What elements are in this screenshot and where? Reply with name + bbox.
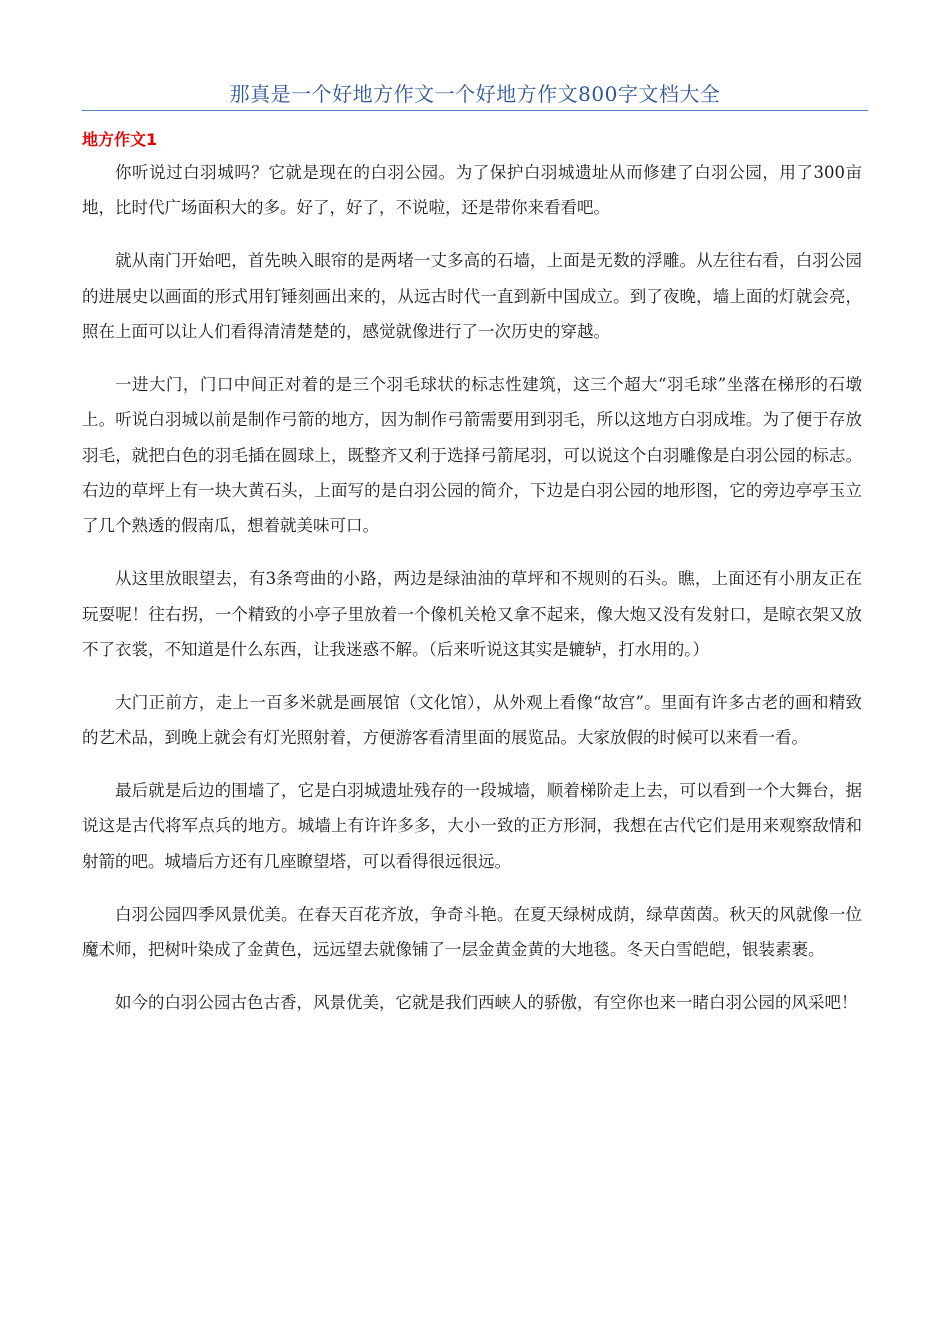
paragraph-5: 大门正前方，走上一百多米就是画展馆（文化馆），从外观上看像“故宫”。里面有许多古老的画和精致的艺术品，到晚上就会有灯光照射着，方便游客看清里面的展览品。大家放假的时候可以来看一看。 [82, 692, 862, 748]
section-heading: 地方作文1 [82, 130, 158, 149]
paragraph-6: 最后就是后边的围墙了，它是白羽城遗址残存的一段城墙，顺着梯阶走上去，可以看到一个大舞台，据说这是古代将军点兵的地方。城墙上有许许多多，大小一致的正方形洞，我想在古代它们是用来观察敌情和射箭的吧。城墙后方还有几座瞭望塔，可以看得很远很远。 [82, 781, 862, 871]
paragraph-4: 从这里放眼望去，有3条弯曲的小路，两边是绿油油的草坪和不规则的石头。瞧，上面还有小朋友正在玩耍呢！往右拐，一个精致的小亭子里放着一个像机关枪又拿不起来，像大炮又没有发射口，是晾衣架又放不了衣裳，不知道是什么东西，让我迷惑不解。（后来听说这其实是辘轳，打水用的。） [82, 569, 862, 660]
title-divider [82, 110, 868, 111]
document-title: 那真是一个好地方作文一个好地方作文800字文档大全 [229, 82, 721, 106]
paragraph-3: 一进大门，门口中间正对着的是三个羽毛球状的标志性建筑，这三个超大“羽毛球”坐落在梯形的石墩上。听说白羽城以前是制作弓箭的地方，因为制作弓箭需要用到羽毛，所以这地方白羽成堆。为了便于存放羽毛，就把白色的羽毛插在圆球上，既整齐又利于选择弓箭尾羽，可以说这个白羽雕像是白羽公园的标志。右边的草坪上有一块大黄石头，上面写的是白羽公园的简介，下边是白羽公园的地形图，它的旁边亭亭玉立了几个熟透的假南瓜，想着就美味可口。 [82, 374, 862, 536]
paragraph-7: 白羽公园四季风景优美。在春天百花齐放，争奇斗艳。在夏天绿树成荫，绿草茵茵。秋天的风就像一位魔术师，把树叶染成了金黄色，远远望去就像铺了一层金黄金黄的大地毯。冬天白雪皑皑，银装素裹。 [82, 904, 862, 960]
paragraph-2: 就从南门开始吧，首先映入眼帘的是两堵一丈多高的石墙，上面是无数的浮雕。从左往右看，白羽公园的进展史以画面的形式用钉锤刻画出来的，从远古时代一直到新中国成立。到了夜晚，墙上面的灯就会亮，照在上面可以让人们看得清清楚楚的，感觉就像进行了一次历史的穿越。 [82, 251, 862, 342]
essay-body [82, 155, 862, 1038]
paragraph-8: 如今的白羽公园古色古香，风景优美，它就是我们西峡人的骄傲，有空你也来一睹白羽公园的风采吧！ [115, 992, 858, 1012]
paragraph-1: 你听说过白羽城吗？它就是现在的白羽公园。为了保护白羽城遗址从而修建了白羽公园，用了300亩地，比时代广场面积大的多。好了，好了，不说啦，还是带你来看看吧。 [82, 163, 862, 218]
